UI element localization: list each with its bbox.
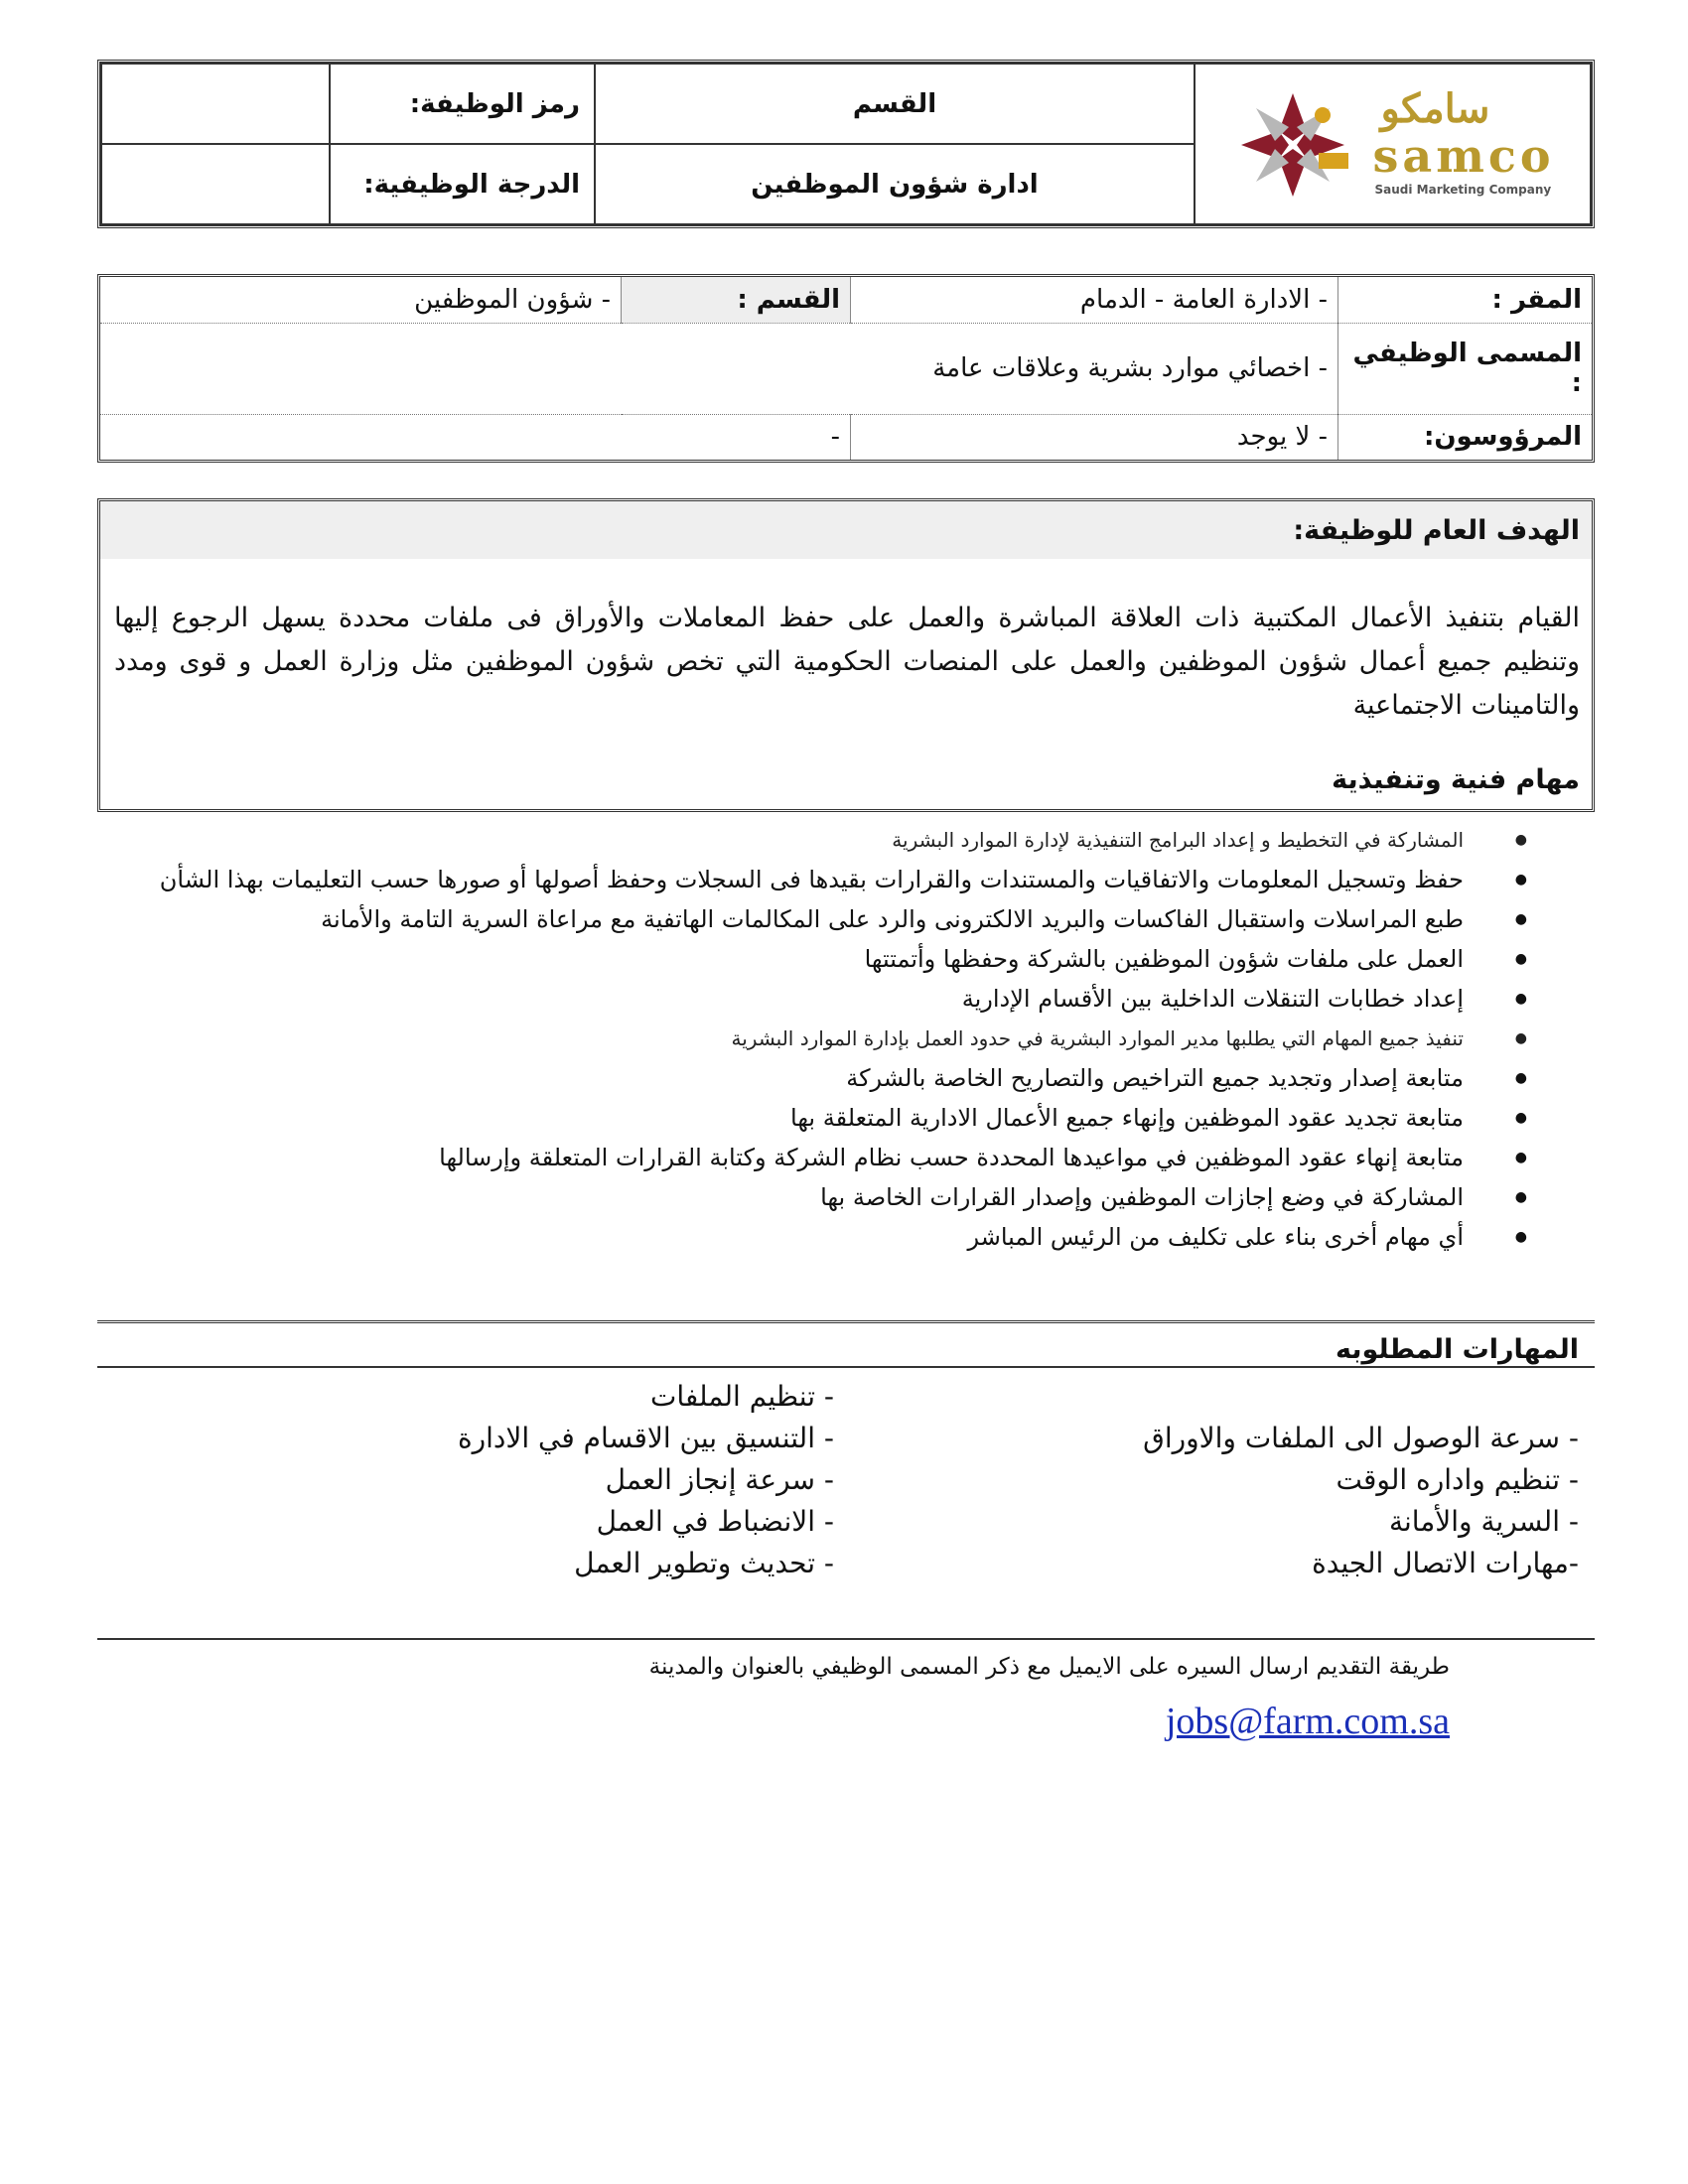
section-value: - شؤون الموظفين <box>100 277 622 323</box>
logo-star-icon <box>1218 85 1367 205</box>
objective-text: القيام بتنفيذ الأعمال المكتبية ذات العلاقة المباشرة والعمل على حفظ المعاملات والأوراق فى ملفات محددة يسهل الرجوع إليها وتنظيم جميع أعمال شؤون الموظفين والعمل على المنصات الحكومية التي تخص شؤون الموظفين مثل وزارة العمل و قوى ومدد والتامينات الاجتماعية <box>114 603 1580 721</box>
skill-right-item: - تنظيم واداره الوقت <box>1336 1463 1579 1496</box>
subordinates-extra: - <box>830 422 840 453</box>
job-title-label: المسمى الوظيفي : <box>1338 323 1593 414</box>
skill-left-item: - تنظيم الملفات <box>649 1380 834 1413</box>
list-item: ● العمل على ملفات شؤون الموظفين بالشركة وحفظها وأتمتتها <box>139 939 1527 979</box>
list-item: ● متابعة إنهاء عقود الموظفين في مواعيدها المحددة حسب نظام الشركة وكتابة القرارات المتعلقة وإرسالها <box>139 1138 1527 1177</box>
skill-left-item: - الانضباط في العمل <box>596 1505 834 1538</box>
skill-right-item: -مهارات الاتصال الجيدة <box>1312 1547 1579 1579</box>
skill-left-item: - التنسيق بين الاقسام في الادارة <box>457 1422 834 1454</box>
list-item: ● المشاركة في التخطيط و إعداد البرامج التنفيذية لإدارة الموارد البشرية <box>139 820 1527 860</box>
info-box <box>97 274 1595 463</box>
job-grade-label: الدرجة الوظيفية: <box>330 144 595 224</box>
job-grade-value <box>101 144 330 224</box>
list-item: ● إعداد خطابات التنقلات الداخلية بين الأقسام الإدارية <box>139 979 1527 1019</box>
list-item: ● طبع المراسلات واستقبال الفاكسات والبريد الالكترونى والرد على المكالمات الهاتفية مع مراعاة السرية التامة والأمانة <box>139 899 1527 939</box>
tasks-list <box>139 820 1527 1257</box>
section-label: القسم : <box>622 277 851 323</box>
hq-label: المقر : <box>1338 277 1593 323</box>
skills-top-divider <box>97 1320 1595 1323</box>
list-item: ● متابعة تجديد عقود الموظفين وإنهاء جميع الأعمال الادارية المتعلقة بها <box>139 1098 1527 1138</box>
apply-instructions: طريقة التقديم ارسال السيره على الايميل مع ذكر المسمى الوظيفي بالعنوان والمدينة <box>648 1654 1450 1680</box>
bottom-divider <box>97 1638 1595 1640</box>
subordinates-label: المرؤوسون: <box>1338 414 1593 460</box>
skills-title: المهارات المطلوبه <box>1335 1334 1579 1365</box>
skills-title-divider <box>97 1366 1595 1368</box>
hq-value: - الادارة العامة - الدمام <box>851 277 1338 323</box>
skill-left-item: - سرعة إنجاز العمل <box>605 1463 834 1496</box>
list-item: ● حفظ وتسجيل المعلومات والاتفاقيات والمستندات والقرارات بقيدها فى السجلات وحفظ أصولها أو صورها حسب التعليمات بهذا الشأن <box>139 860 1527 899</box>
list-item: ● المشاركة في وضع إجازات الموظفين وإصدار القرارات الخاصة بها <box>139 1177 1527 1217</box>
skill-left-item: - تحديث وتطوير العمل <box>574 1547 834 1579</box>
logo-cell <box>1195 64 1591 224</box>
list-item: ● متابعة إصدار وتجديد جميع التراخيص والتصاريح الخاصة بالشركة <box>139 1058 1527 1098</box>
skill-right-item: - السرية والأمانة <box>1388 1505 1579 1538</box>
dept-label: القسم <box>595 64 1195 144</box>
job-title-value: - اخصائي موارد بشرية وعلاقات عامة <box>100 323 1338 414</box>
objective-title: الهدف العام للوظيفة: <box>1293 515 1580 546</box>
header-table <box>100 63 1592 225</box>
tasks-title: مهام فنية وتنفيذية <box>1332 764 1580 795</box>
header-box <box>97 60 1595 228</box>
info-table <box>100 277 1592 460</box>
dept-value: ادارة شؤون الموظفين <box>595 144 1195 224</box>
job-code-value <box>101 64 330 144</box>
list-item: ● تنفيذ جميع المهام التي يطلبها مدير الموارد البشرية في حدود العمل بإدارة الموارد البشرية <box>139 1019 1527 1058</box>
objective-box <box>97 498 1595 812</box>
subordinates-value: - لا يوجد <box>851 414 1338 460</box>
company-logo <box>1214 79 1572 208</box>
list-item: ● أي مهام أخرى بناء على تكليف من الرئيس المباشر <box>139 1217 1527 1257</box>
logo-subtitle: Saudi Marketing Company <box>1374 183 1552 197</box>
logo-english-text: samco <box>1372 129 1555 183</box>
logo-arabic-text: سامكو <box>1380 85 1490 132</box>
email-link[interactable]: jobs@farm.com.sa <box>1165 1701 1450 1742</box>
job-code-label: رمز الوظيفة: <box>330 64 595 144</box>
skill-right-item: - سرعة الوصول الى الملفات والاوراق <box>1143 1422 1579 1454</box>
